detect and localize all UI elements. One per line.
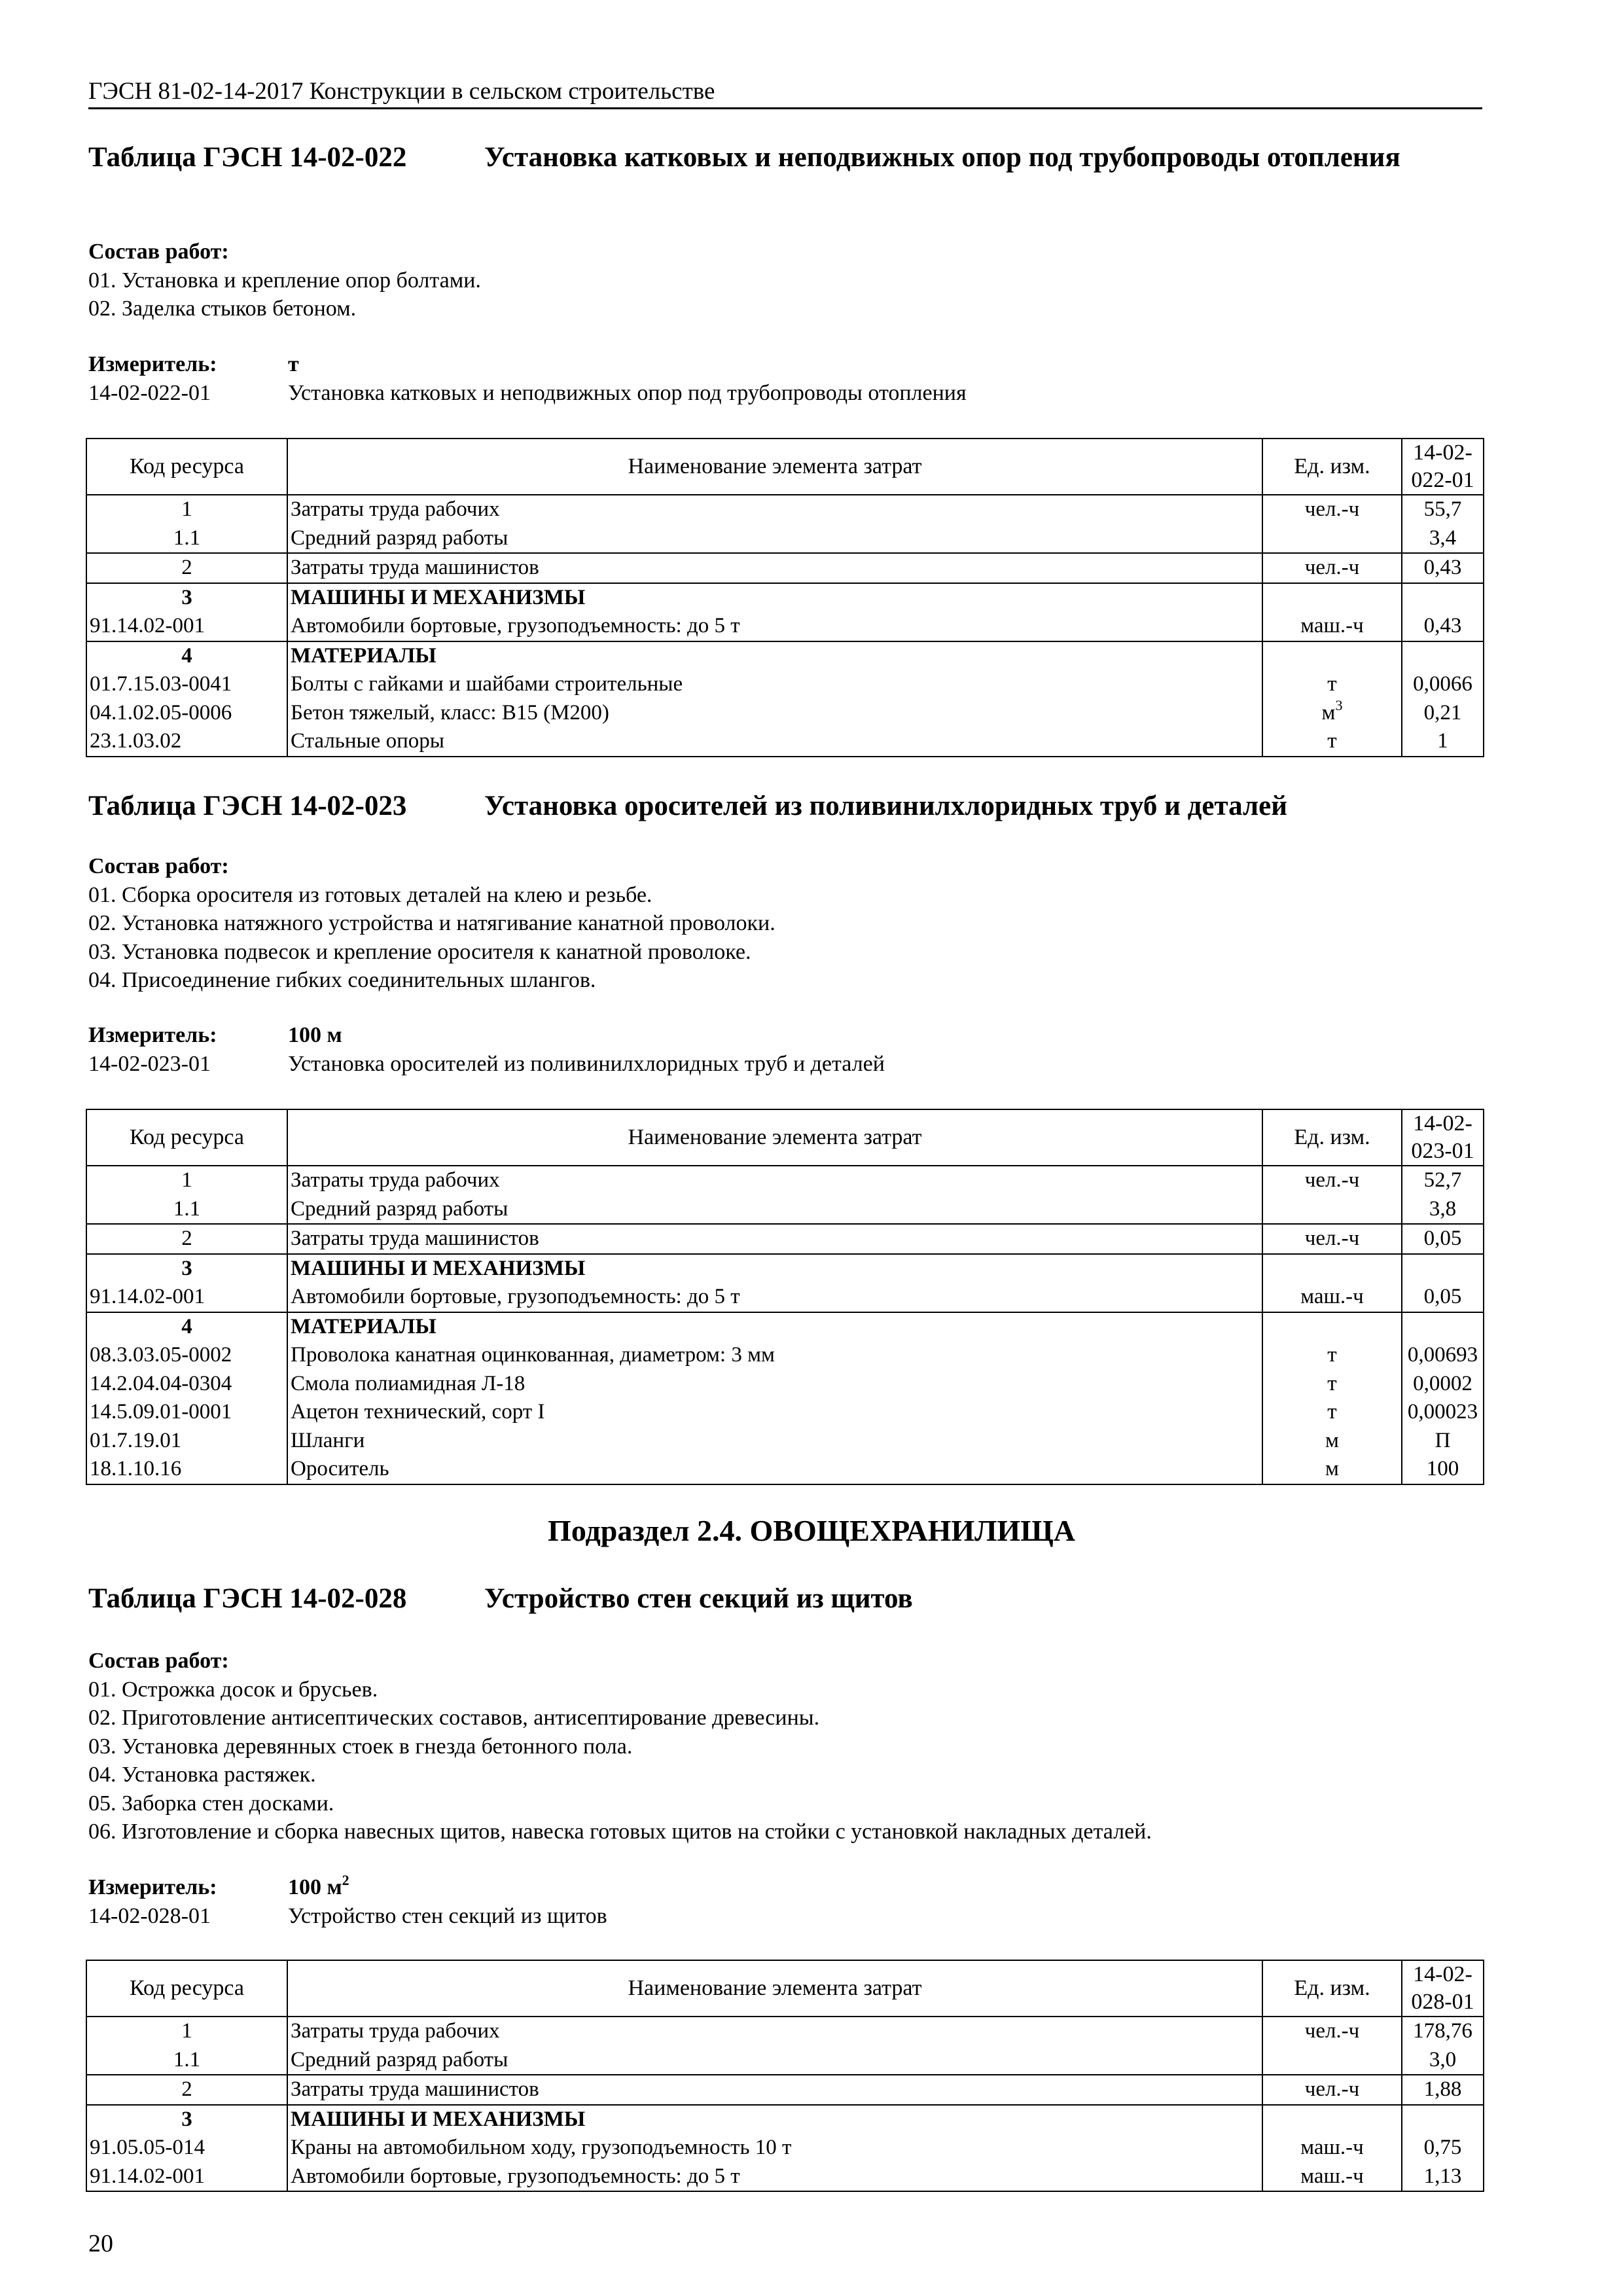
meter-label: Измеритель: [88, 1875, 217, 1899]
composition-item: 05. Заборка стен досками. [88, 1791, 334, 1816]
table-row: 1.1 Средний разряд работы 3,4 [86, 524, 1484, 554]
resource-table [86, 1960, 1484, 2192]
col-unit-header: Ед. изм. [1262, 1960, 1402, 2017]
table-row: 14.2.04.04-0304 Смола полиамидная Л-18 т 0,0002 [86, 1370, 1484, 1399]
table-code-title: Таблица ГЭСН 14-02-028 [88, 1583, 407, 1614]
table-row: 2 Затраты труда машинистов чел.-ч 0,05 [86, 1224, 1484, 1254]
work-composition [88, 1647, 1528, 1846]
norm-name: Устройство стен секций из щитов [288, 1903, 607, 1928]
composition-item: 06. Изготовление и сборка навесных щитов, навеска готовых щитов на стойки с установкой накладных деталей. [88, 1820, 1152, 1844]
table-row: 3 МАШИНЫ И МЕХАНИЗМЫ [86, 2105, 1484, 2134]
col-code-header: Код ресурса [86, 1960, 287, 2017]
col-code-header: Код ресурса [86, 439, 287, 495]
composition-item: 01. Сборка оросителя из готовых деталей на клею и резьбе. [88, 882, 652, 907]
table-title: Устройство стен секций из щитов [484, 1583, 913, 1614]
table-row: 2 Затраты труда машинистов чел.-ч 0,43 [86, 553, 1484, 583]
resource-table [86, 438, 1484, 757]
composition-label: Состав работ: [88, 1649, 229, 1673]
table-row: 91.05.05-014 Краны на автомобильном ходу, грузоподъемность 10 т маш.-ч 0,75 [86, 2134, 1484, 2162]
composition-label: Состав работ: [88, 854, 229, 878]
meter-label: Измеритель: [88, 352, 217, 376]
work-composition [88, 238, 1528, 323]
resource-table [86, 1109, 1484, 1485]
composition-item: 03. Установка подвесок и крепление оросителя к канатной проволоке. [88, 939, 751, 964]
table-title: Установка оросителей из поливинилхлоридных труб и деталей [484, 791, 1287, 821]
table-row: 3 МАШИНЫ И МЕХАНИЗМЫ [86, 583, 1484, 613]
col-name-header: Наименование элемента затрат [287, 1109, 1262, 1166]
composition-label: Состав работ: [88, 240, 229, 264]
col-unit-header: Ед. изм. [1262, 1109, 1402, 1166]
table-row: 08.3.03.05-0002 Проволока канатная оцинкованная, диаметром: 3 мм т 0,00693 [86, 1341, 1484, 1370]
norm-code: 14-02-028-01 [88, 1903, 211, 1928]
meter-label: Измеритель: [88, 1023, 217, 1047]
table-row: 1 Затраты труда рабочих чел.-ч 52,7 [86, 1166, 1484, 1195]
table-row: 3 МАШИНЫ И МЕХАНИЗМЫ [86, 1254, 1484, 1283]
norm-name: Установка оросителей из поливинилхлоридных труб и деталей [288, 1051, 885, 1076]
table-code-title: Таблица ГЭСН 14-02-022 [88, 142, 407, 173]
composition-item: 01. Установка и крепление опор болтами. [88, 268, 481, 293]
running-header: ГЭСН 81-02-14-2017 Конструкции в сельском строительстве [88, 77, 1482, 109]
table-row: 91.14.02-001 Автомобили бортовые, грузоподъемность: до 5 т маш.-ч 1,13 [86, 2162, 1484, 2192]
col-name-header: Наименование элемента затрат [287, 439, 1262, 495]
composition-item: 02. Установка натяжного устройства и натягивание канатной проволоки. [88, 911, 776, 935]
table-row: 14.5.09.01-0001 Ацетон технический, сорт I т 0,00023 [86, 1398, 1484, 1427]
work-composition [88, 852, 1528, 995]
table-code-title: Таблица ГЭСН 14-02-023 [88, 791, 407, 821]
col-unit-header: Ед. изм. [1262, 439, 1402, 495]
table-row: 4 МАТЕРИАЛЫ [86, 641, 1484, 671]
table-title: Установка катковых и неподвижных опор под трубопроводы отопления [484, 142, 1400, 173]
col-norm-header: 14-02- 028-01 [1402, 1960, 1484, 2017]
meter-block [88, 350, 1528, 407]
col-norm-header: 14-02- 023-01 [1402, 1109, 1484, 1166]
composition-item: 03. Установка деревянных стоек в гнезда бетонного пола. [88, 1734, 633, 1759]
table-row: 1 Затраты труда рабочих чел.-ч 178,76 [86, 2017, 1484, 2046]
page-number: 20 [88, 2230, 113, 2257]
table-row: 1.1 Средний разряд работы 3,8 [86, 1195, 1484, 1225]
meter-block [88, 1021, 1528, 1078]
table-row: 4 МАТЕРИАЛЫ [86, 1312, 1484, 1342]
norm-code: 14-02-023-01 [88, 1051, 211, 1076]
meter-unit: т [288, 352, 299, 376]
composition-item: 02. Заделка стыков бетоном. [88, 296, 357, 321]
meter-unit: 100 м [288, 1023, 342, 1047]
col-name-header: Наименование элемента затрат [287, 1960, 1262, 2017]
composition-item: 01. Острожка досок и брусьев. [88, 1677, 378, 1702]
table-row: 1.1 Средний разряд работы 3,0 [86, 2046, 1484, 2075]
norm-code: 14-02-022-01 [88, 380, 211, 405]
table-row: 1 Затраты труда рабочих чел.-ч 55,7 [86, 495, 1484, 524]
table-row: 23.1.03.02 Стальные опоры т 1 [86, 727, 1484, 757]
table-row: 01.7.15.03-0041 Болты с гайками и шайбами строительные т 0,0066 [86, 670, 1484, 699]
norm-name: Установка катковых и неподвижных опор под трубопроводы отопления [288, 380, 967, 405]
table-row: 18.1.10.16 Ороситель м 100 [86, 1455, 1484, 1484]
meter-block [88, 1873, 1528, 1930]
composition-item: 02. Приготовление антисептических составов, антисептирование древесины. [88, 1706, 820, 1730]
composition-item: 04. Установка растяжек. [88, 1763, 316, 1787]
col-norm-header: 14-02- 022-01 [1402, 439, 1484, 495]
composition-item: 04. Присоединение гибких соединительных шлангов. [88, 968, 596, 992]
table-row: 01.7.19.01 Шланги м П [86, 1427, 1484, 1456]
table-row: 91.14.02-001 Автомобили бортовые, грузоподъемность: до 5 т маш.-ч 0,43 [86, 612, 1484, 641]
subsection-heading: Подраздел 2.4. ОВОЩЕХРАНИЛИЩА [548, 1514, 1075, 1547]
table-row: 2 Затраты труда машинистов чел.-ч 1,88 [86, 2075, 1484, 2105]
col-code-header: Код ресурса [86, 1109, 287, 1166]
table-row: 91.14.02-001 Автомобили бортовые, грузоподъемность: до 5 т маш.-ч 0,05 [86, 1283, 1484, 1312]
meter-unit: 100 $м^2$ [288, 1872, 349, 1899]
table-row: 04.1.02.05-0006 Бетон тяжелый, класс: В15 (М200) $м^3$ 0,21 [86, 699, 1484, 728]
